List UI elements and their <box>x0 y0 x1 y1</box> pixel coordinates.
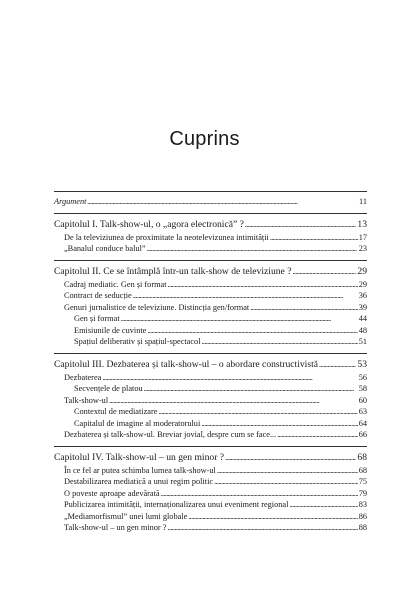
toc-entry-title: Talk-show-ul <box>64 395 109 405</box>
toc-entry-title: Capitalul de imagine al moderatorului <box>74 418 201 428</box>
toc-entry-page: 13 <box>357 218 367 230</box>
toc-entry-title: În ce fel ar putea schimba lumea talk-show-ul <box>64 465 216 475</box>
toc-entry-title: Contract de seducție <box>64 291 132 300</box>
toc-entry[interactable] <box>54 476 367 488</box>
toc-entry-title: Dezbaterea <box>64 372 102 382</box>
toc-entry[interactable] <box>54 302 367 314</box>
divider <box>54 213 367 214</box>
leader-dots <box>147 325 357 337</box>
divider <box>54 191 367 192</box>
toc-entry[interactable] <box>54 232 367 244</box>
toc-entry-title: Cadraj mediatic. Gen și format <box>64 279 167 289</box>
toc-entry-page: 29 <box>358 279 367 289</box>
toc-entry-title: Publicizarea intimității, internaționalizarea unui eveniment regional <box>64 500 289 509</box>
leader-dots <box>158 406 357 418</box>
leader-dots <box>147 243 358 255</box>
toc-entry[interactable] <box>54 279 367 291</box>
toc-entry-page: 88 <box>358 523 367 532</box>
leader-dots <box>144 383 358 395</box>
toc-entry-title: Spațiul deliberativ și spațiul-spectacol <box>74 337 201 346</box>
toc-entry-title: Capitolul II. Ce se întâmplă într-un talk-show de televiziune ? <box>54 265 292 277</box>
page-title: Cuprins <box>169 128 240 150</box>
leader-dots <box>289 499 357 511</box>
toc-entry-page: 53 <box>357 358 367 370</box>
leader-dots <box>167 522 357 534</box>
toc-entry-title: „Banalul conduce balul” <box>64 244 146 253</box>
toc-entry[interactable] <box>54 336 367 348</box>
toc-entry-title: Capitolul I. Talk-show-ul, o „agora electronică” ? <box>54 218 244 230</box>
toc-entry[interactable] <box>54 395 367 407</box>
leader-dots <box>109 395 358 407</box>
toc-entry[interactable] <box>54 465 367 477</box>
toc-entry-page: 60 <box>358 395 367 405</box>
toc-entry-title: Destabilizarea mediatică a unui regim politic <box>64 477 214 486</box>
toc-entry-page: 64 <box>358 418 367 428</box>
leader-dots <box>214 476 358 488</box>
toc-entry[interactable] <box>54 429 367 441</box>
toc-entry-page: 63 <box>358 407 367 416</box>
toc-chapter[interactable] <box>54 358 367 372</box>
toc-entry-title: Genuri jurnalistice de televiziune. Distincția gen/format <box>64 302 250 312</box>
leader-dots <box>292 265 356 279</box>
toc-entry[interactable] <box>54 511 367 523</box>
toc-entry[interactable] <box>54 418 367 430</box>
leader-dots <box>133 290 358 302</box>
toc-entry-page: 58 <box>358 384 367 393</box>
toc-entry-page: 68 <box>357 451 367 463</box>
leader-dots <box>188 511 357 523</box>
toc-entry-page: 48 <box>358 325 367 335</box>
toc-entry-title: Argument <box>54 197 87 206</box>
leader-dots <box>87 196 358 208</box>
toc-entry[interactable] <box>54 383 367 395</box>
toc-entry-page: 66 <box>358 430 367 439</box>
toc-entry-title: Secvențele de platou <box>74 384 143 393</box>
toc-entry-page: 79 <box>358 488 367 498</box>
toc-entry-page: 44 <box>358 314 367 323</box>
leader-dots <box>277 429 358 441</box>
divider <box>54 446 367 447</box>
leader-dots <box>270 232 358 244</box>
toc-entry[interactable] <box>54 290 367 302</box>
leader-dots <box>250 302 357 314</box>
leader-dots <box>201 418 357 430</box>
toc-entry[interactable] <box>54 243 367 255</box>
toc-entry-page: 75 <box>358 477 367 486</box>
toc-entry-page: 39 <box>358 302 367 312</box>
toc-chapter[interactable] <box>54 451 367 465</box>
toc-entry-title: Contextul de mediatizare <box>74 407 158 416</box>
toc-chapter[interactable] <box>54 265 367 279</box>
toc-entry-title: O poveste aproape adevărată <box>64 488 160 498</box>
toc-entry[interactable] <box>54 488 367 500</box>
toc-entry-page: 68 <box>358 465 367 475</box>
toc-entry-title: Gen și format <box>74 314 120 323</box>
divider <box>54 260 367 261</box>
divider <box>54 353 367 354</box>
toc-entry-page: 11 <box>359 197 367 206</box>
toc-entry-page: 51 <box>358 337 367 346</box>
toc-entry[interactable] <box>54 313 367 325</box>
toc-entry[interactable] <box>54 325 367 337</box>
toc-entry[interactable] <box>54 372 367 384</box>
toc-entry-page: 56 <box>358 372 367 382</box>
toc-entry-title: Talk-show-ul – un gen minor ? <box>64 523 167 532</box>
leader-dots <box>245 218 357 232</box>
table-of-contents <box>54 186 367 534</box>
leader-dots <box>168 279 358 291</box>
toc-entry-page: 86 <box>358 511 367 521</box>
leader-dots <box>319 358 356 372</box>
toc-chapter[interactable] <box>54 218 367 232</box>
toc-entry[interactable] <box>54 406 367 418</box>
toc-entry-page: 83 <box>358 500 367 509</box>
toc-entry-page: 23 <box>358 244 367 253</box>
leader-dots <box>225 451 356 465</box>
leader-dots <box>121 313 358 325</box>
toc-entry-page: 36 <box>358 291 367 300</box>
toc-entry-title: Dezbaterea și talk-show-ul. Breviar jovial, despre cum se face... <box>64 430 277 439</box>
leader-dots <box>202 336 358 348</box>
toc-entry-title: Capitolul IV. Talk-show-ul – un gen minor ? <box>54 451 225 463</box>
toc-entry-title: Capitolul III. Dezbaterea și talk-show-ul – o abordare constructivistă <box>54 358 319 370</box>
toc-entry-title: Emisiunile de cuvinte <box>74 325 147 335</box>
toc-entry-argument[interactable] <box>54 196 367 208</box>
leader-dots <box>217 465 358 477</box>
toc-entry[interactable] <box>54 499 367 511</box>
toc-entry-page: 17 <box>358 232 367 242</box>
leader-dots <box>102 372 357 384</box>
leader-dots <box>161 488 358 500</box>
toc-entry-title: „Mediamorfismul” unei lumi globale <box>64 511 188 521</box>
toc-entry-page: 29 <box>357 265 367 277</box>
toc-entry[interactable] <box>54 522 367 534</box>
toc-entry-title: De la televiziunea de proximitate la neotelevizunea intimității <box>64 232 269 242</box>
